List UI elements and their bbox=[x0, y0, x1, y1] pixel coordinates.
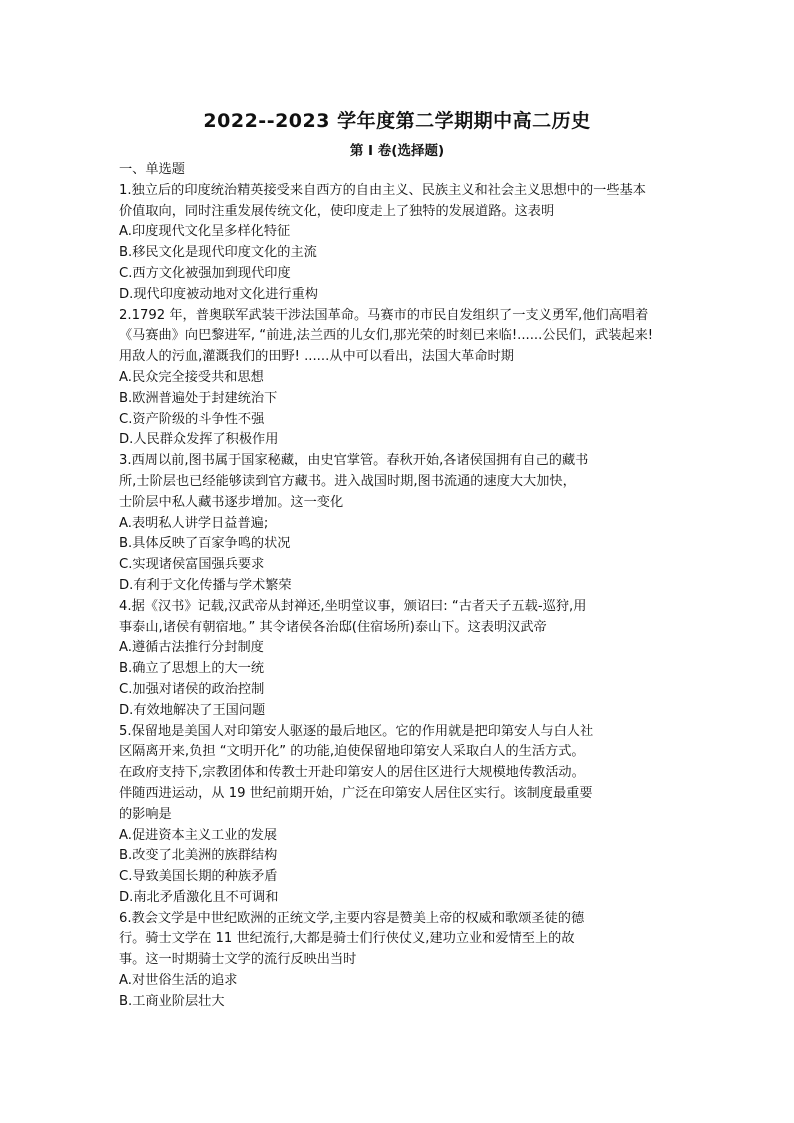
question-stem-line: 伴随西进运动，从 19 世纪前期开始，广泛在印第安人居住区实行。该制度最重要 bbox=[119, 785, 593, 801]
question-stem-line: 1.独立后的印度统治精英接受来自西方的自由主义、民族主义和社会主义思想中的一些基本 bbox=[119, 182, 646, 198]
option-b: B.具体反映了百家争鸣的状况 bbox=[119, 536, 291, 552]
question-stem-line: 士阶层中私人藏书逐步增加。这一变化 bbox=[119, 494, 344, 510]
question-stem-line: 事。这一时期骑士文学的流行反映出当时 bbox=[119, 952, 357, 968]
option-d: D.有效地解决了王国问题 bbox=[119, 702, 266, 718]
option-a: A.民众完全接受共和思想 bbox=[119, 369, 264, 385]
option-c: C.资产阶级的斗争性不强 bbox=[119, 411, 265, 427]
option-a: A.表明私人讲学日益普遍; bbox=[119, 515, 269, 531]
option-d: D.人民群众发挥了积极作用 bbox=[119, 432, 279, 448]
question-stem-line: 6.教会文学是中世纪欧洲的正统文学,主要内容是赞美上帝的权威和歌颂圣徒的德 bbox=[119, 910, 585, 926]
option-b: B.确立了思想上的大一统 bbox=[119, 661, 265, 677]
question-stem-line: 《马赛曲》向巴黎进军, “前进,法兰西的儿女们,那光荣的时刻已来临!......公民们，武装起来! bbox=[119, 328, 654, 344]
question-stem-line: 事泰山,诸侯有朝宿地。” 其令诸侯各治邸(住宿场所)泰山下。这表明汉武帝 bbox=[119, 619, 547, 635]
exam-subtitle: 第 I 卷(选择题) bbox=[349, 143, 445, 159]
option-a: A.遵循古法推行分封制度 bbox=[119, 640, 264, 656]
option-b: B.移民文化是现代印度文化的主流 bbox=[119, 245, 317, 261]
question-stem-line: 用敌人的污血,灌溉我们的田野! ......从中可以看出，法国大革命时期 bbox=[119, 349, 514, 365]
question-6 bbox=[119, 909, 679, 1013]
option-d: D.有利于文化传播与学术繁荣 bbox=[119, 577, 292, 593]
question-stem-line: 2.1792 年，普奥联军武装干涉法国革命。马赛市的市民自发组织了一支义勇军,他们高唱着 bbox=[119, 307, 649, 323]
option-a: A.促进资本主义工业的发展 bbox=[119, 827, 278, 843]
option-a: A.对世俗生活的追求 bbox=[119, 973, 238, 989]
exam-title: 2022--2023 学年度第二学期期中高二历史 bbox=[203, 110, 591, 132]
question-stem-line: 所,士阶层也已经能够读到官方藏书。进入战国时期,图书流通的速度大大加快， bbox=[119, 473, 576, 489]
option-c: C.西方文化被强加到现代印度 bbox=[119, 265, 291, 281]
exam-content bbox=[119, 160, 679, 1013]
question-1 bbox=[119, 181, 679, 306]
question-3 bbox=[119, 451, 679, 597]
option-d: D.现代印度被动地对文化进行重构 bbox=[119, 286, 318, 302]
option-c: C.导致美国长期的种族矛盾 bbox=[119, 869, 278, 885]
option-c: C.实现诸侯富国强兵要求 bbox=[119, 557, 265, 573]
option-b: B.欧洲普遍处于封建统治下 bbox=[119, 390, 278, 406]
option-b: B.工商业阶层壮大 bbox=[119, 993, 225, 1009]
option-c: C.加强对诸侯的政治控制 bbox=[119, 681, 265, 697]
question-stem-line: 4.据《汉书》记载,汉武帝从封禅还,坐明堂议事，颁诏曰: “古者天子五载-巡狩,用 bbox=[119, 598, 587, 614]
option-d: D.南北矛盾激化且不可调和 bbox=[119, 889, 279, 905]
question-stem-line: 在政府支持下,宗教团体和传教士开赴印第安人的居住区进行大规模地传教活动。 bbox=[119, 765, 585, 781]
option-b: B.改变了北美洲的族群结构 bbox=[119, 848, 278, 864]
question-5 bbox=[119, 722, 679, 909]
question-4 bbox=[119, 597, 679, 722]
section-heading: 一、单选题 bbox=[119, 162, 185, 177]
option-a: A.印度现代文化呈多样化特征 bbox=[119, 224, 291, 240]
question-stem-line: 行。骑士文学在 11 世纪流行,大都是骑士们行侠仗义,建功立业和爱情至上的故 bbox=[119, 931, 575, 947]
question-stem-line: 3.西周以前,图书属于国家秘藏，由史官掌管。春秋开始,各诸侯国拥有自己的藏书 bbox=[119, 453, 589, 469]
question-2 bbox=[119, 306, 679, 452]
question-stem-line: 5.保留地是美国人对印第安人驱逐的最后地区。它的作用就是把印第安人与白人社 bbox=[119, 723, 594, 739]
question-stem-line: 区隔离开来,负担 “文明开化” 的功能,迫使保留地印第安人采取白人的生活方式。 bbox=[119, 744, 585, 760]
question-stem-line: 的影响是 bbox=[119, 806, 172, 822]
question-stem-line: 价值取向，同时注重发展传统文化，使印度走上了独特的发展道路。这表明 bbox=[119, 203, 555, 219]
